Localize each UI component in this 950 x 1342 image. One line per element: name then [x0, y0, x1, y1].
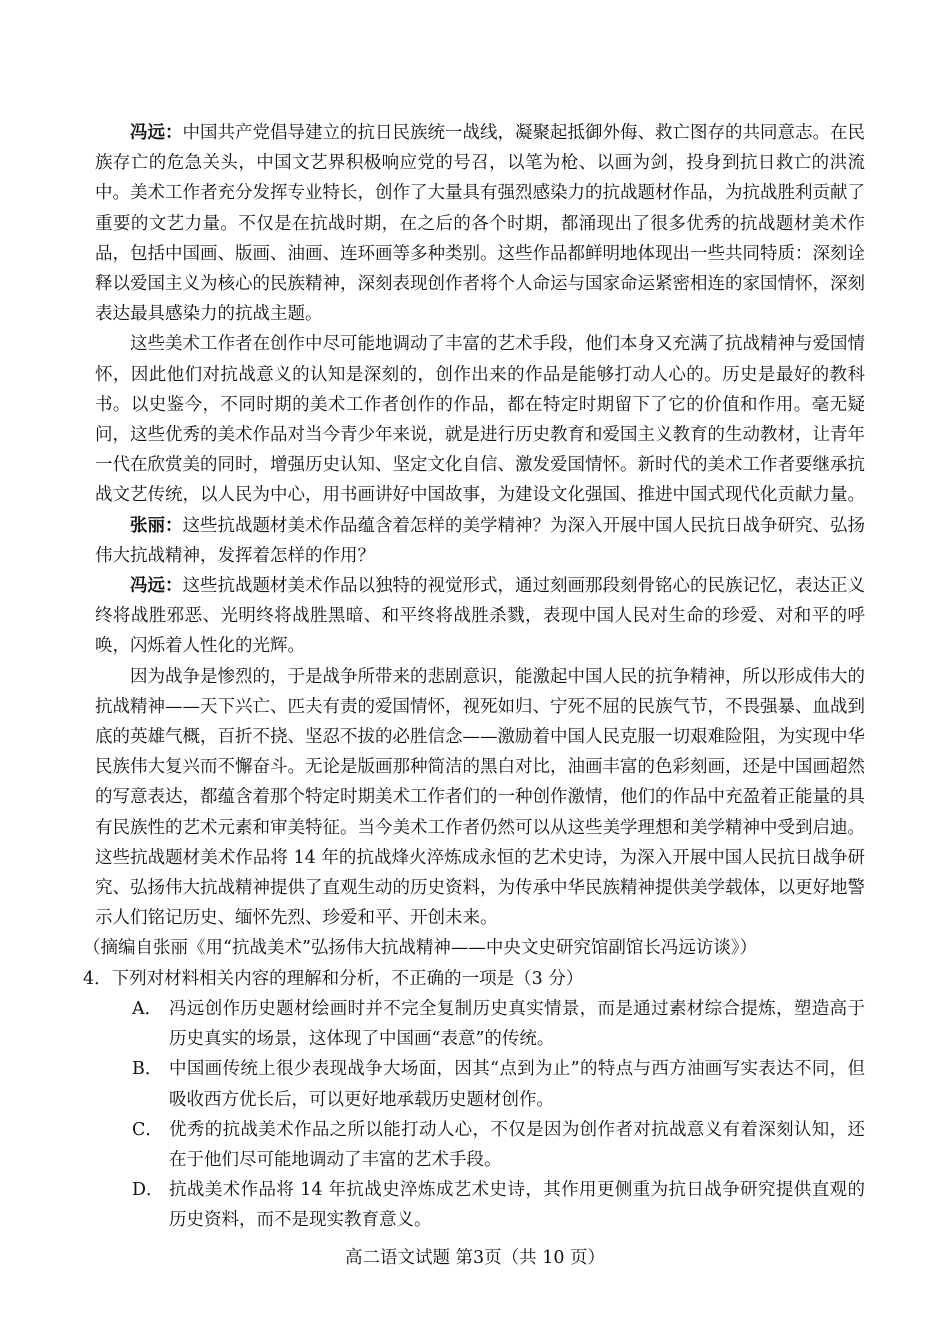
paragraph-text: 这些抗战题材美术作品蕴含着怎样的美学精神？为深入开展中国人民抗日战争研究、弘扬伟大抗战精神，发挥着怎样的作用？: [95, 515, 865, 566]
option-letter: B．: [132, 1059, 163, 1080]
speaker-label: 张丽：: [130, 515, 183, 536]
option-text: 冯远创作历史题材绘画时并不完全复制历史真实情景，而是通过素材综合提炼，塑造高于历史真实的场景，这体现了中国画“表意”的传统。: [169, 998, 865, 1050]
option-text: 优秀的抗战美术作品之所以能打动人心，不仅是因为创作者对抗战意义有着深刻认知，还在于他们尽可能地调动了丰富的艺术手段。: [169, 1119, 865, 1170]
option-d: [95, 1175, 865, 1235]
paragraph-feng-yuan-1: [95, 118, 865, 329]
paragraph-5: [95, 662, 865, 934]
paragraph-2: [95, 329, 865, 510]
document-page: [83, 118, 865, 1236]
speaker-label: 冯远：: [130, 123, 183, 143]
option-c: [95, 1115, 865, 1175]
paragraph-text: 这些抗战题材美术作品以独特的视觉形式，通过刻画那段刻骨铭心的民族记忆，表达正义终将战胜邪恶、光明终将战胜黑暗、和平终将战胜杀戮，表现中国人民对生命的珍爱、对和平的呼唤，闪烁着人性化的光辉。: [95, 576, 865, 657]
paragraph-feng-yuan-2: [95, 571, 865, 662]
question-stem: 4．下列对材料相关内容的理解和分析，不正确的一项是（3 分）: [83, 968, 584, 989]
option-b: [95, 1054, 865, 1114]
paragraph-text: 这些美术工作者在创作中尽可能地调动了丰富的艺术手段，他们本身又充满了抗战精神与爱国情怀，因此他们对抗战意义的认知是深刻的，创作出来的作品是能够打动人心的。历史是最好的教科书。以史鉴今，不同时期的美术工作者创作的作品，都在特定时期留下了它的价值和作用。毫无疑问，这些优秀的美术作品对当今青少年来说，就是进行历史教育和爱国主义教育的生动教材，让青年一代在欣赏美的同时，增强历史认知、坚定文化自信、激发爱国情怀。新时代的美术工作者要继承抗战文艺传统，以人民为中心，用书画讲好中国故事，为建设文化强国、推进中国式现代化贡献力量。: [95, 334, 865, 506]
paragraph-text: 中国共产党倡导建立的抗日民族统一战线，凝聚起抵御外侮、救亡图存的共同意志。在民族存亡的危急关头，中国文艺界积极响应党的号召，以笔为枪、以画为剑，投身到抗日救亡的洪流中。美术工作者充分发挥专业特长，创作了大量具有强烈感染力的抗战题材作品，为抗战胜利贡献了重要的文艺力量。不仅是在抗战时期，在之后的各个时期，都涌现出了很多优秀的抗战题材美术作品，包括中国画、版画、油画、连环画等多种类别。这些作品都鲜明地体现出一些共同特质：深刻诠释以爱国主义为核心的民族精神，深刻表现创作者将个人命运与国家命运紧密相连的家国情怀，深刻表达最具感染力的抗战主题。: [95, 123, 865, 325]
option-text: 中国画传统上很少表现战争大场面，因其“点到为止”的特点与西方油画写实表达不同，但吸收西方优长后，可以更好地承载历史题材创作。: [169, 1059, 865, 1110]
option-text: 抗战美术作品将 14 年抗战史淬炼成艺术史诗，其作用更侧重为抗日战争研究提供直观的历史资料，而不是现实教育意义。: [169, 1180, 865, 1231]
page-footer: 高二语文试题 第3页（共 10 页）: [344, 1248, 606, 1268]
source-citation: （摘编自张丽《用“抗战美术”弘扬伟大抗战精神——中央文史研究馆副馆长冯远访谈》）: [83, 938, 758, 959]
question-4: [83, 964, 865, 1236]
option-a: [95, 994, 865, 1054]
option-letter: A．: [132, 998, 163, 1019]
option-letter: C．: [132, 1119, 163, 1140]
paragraph-text: 因为战争是惨烈的，于是战争所带来的悲剧意识，能激起中国人民的抗争精神，所以形成伟大的抗战精神——天下兴亡、匹夫有责的爱国情怀，视死如归、宁死不屈的民族气节，不畏强暴、血战到底的英雄气概，百折不挠、坚忍不拔的必胜信念——激励着中国人民克服一切艰难险阻，为实现中华民族伟大复兴而不懈奋斗。无论是版画那种简洁的黑白对比，油画丰富的色彩刻画，还是中国画超然的写意表达，都蕴含着那个特定时期美术工作者们的一种创作激情，他们的作品中充盈着正能量的具有民族性的艺术元素和审美特征。当今美术工作者仍然可以从这些美学理想和美学精神中受到启迪。这些抗战题材美术作品将 14 年的抗战烽火淬炼成永恒的艺术史诗，为深入开展中国人民抗日战争研究、弘扬伟大抗战精神提供了直观生动的历史资料，为传承中华民族精神提供美学载体，以更好地警示人们铭记历史、缅怀先烈、珍爱和平、开创未来。: [95, 666, 865, 929]
option-letter: D．: [132, 1180, 164, 1201]
paragraph-zhang-li: [95, 511, 865, 571]
speaker-label: 冯远：: [130, 576, 183, 597]
